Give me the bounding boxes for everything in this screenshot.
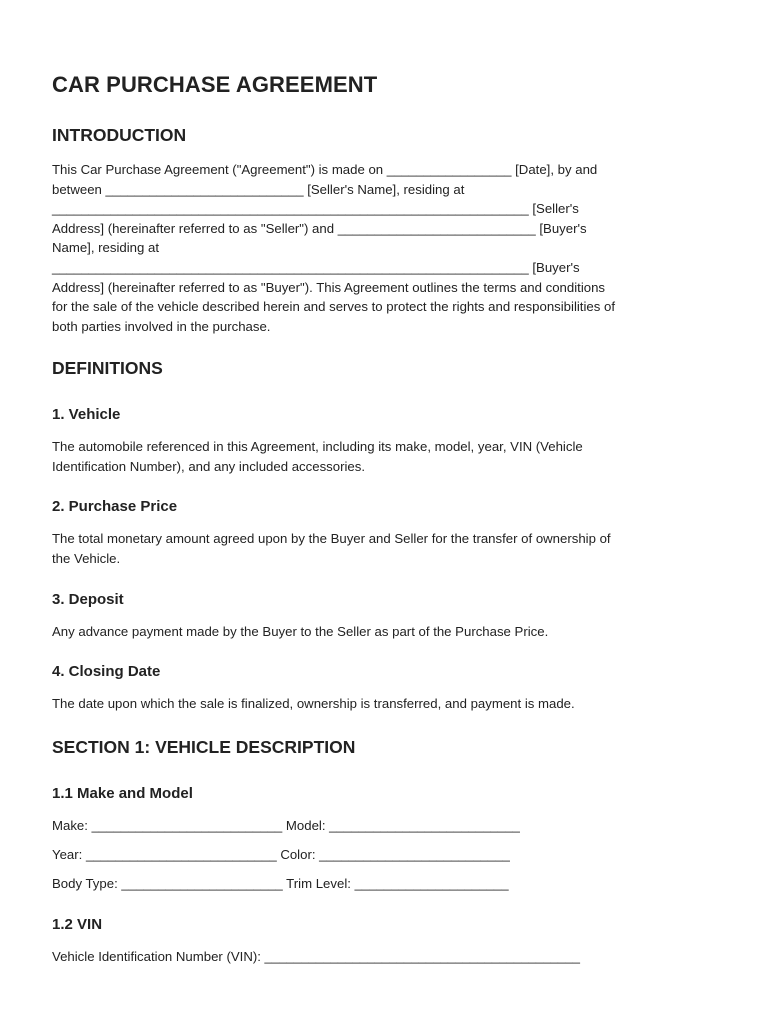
make-model-field-line: Make: __________________________ Model: __________________________ (52, 818, 520, 833)
paragraph-line: The total monetary amount agreed upon by the Buyer and Seller for the transfer of ownership of (52, 531, 611, 546)
paragraph-line: Address] (hereinafter referred to as "Buyer"). This Agreement outlines the terms and conditions (52, 279, 606, 295)
paragraph-line: _________________________________________________________________ [Buyer's (52, 259, 580, 275)
year-color-field-line: Year: __________________________ Color: __________________________ (52, 847, 510, 862)
paragraph-line: Address] (hereinafter referred to as "Seller") and ___________________________ [Buyer's (52, 220, 587, 236)
definition-title: 3. Deposit (52, 591, 124, 608)
vin-field-line: Vehicle Identification Number (VIN): ___________________________________________ (52, 949, 580, 964)
section1-heading: SECTION 1: VEHICLE DESCRIPTION (52, 737, 356, 757)
definition-title: 2. Purchase Price (52, 498, 178, 515)
paragraph-line: The date upon which the sale is finalized, ownership is transferred, and payment is made. (52, 696, 575, 711)
definition-title: 1. Vehicle (52, 406, 121, 423)
definition-title: 4. Closing Date (52, 663, 161, 680)
paragraph-line: This Car Purchase Agreement ("Agreement") is made on _________________ [Date], by and (52, 162, 598, 177)
paragraph-line: Any advance payment made by the Buyer to the Seller as part of the Purchase Price. (52, 624, 549, 639)
paragraph-line: between ___________________________ [Seller's Name], residing at (52, 181, 465, 197)
definition-text (52, 437, 724, 476)
paragraph-line: for the sale of the vehicle described herein and serves to protect the rights and responsibilities of (52, 299, 615, 315)
body-trim-field-line: Body Type: ______________________ Trim Level: _____________________ (52, 876, 509, 891)
definition-text (52, 694, 724, 714)
make-model-heading: 1.1 Make and Model (52, 785, 193, 802)
document-title: CAR PURCHASE AGREEMENT (52, 72, 378, 97)
paragraph-line: Name], residing at (52, 240, 160, 256)
paragraph-line: both parties involved in the purchase. (52, 318, 271, 334)
definition-text (52, 529, 724, 568)
introduction-heading: INTRODUCTION (52, 125, 187, 145)
introduction-paragraph (52, 160, 724, 336)
paragraph-line: The automobile referenced in this Agreement, including its make, model, year, VIN (Vehicle (52, 439, 583, 454)
paragraph-line: Identification Number), and any included accessories. (52, 458, 366, 474)
vin-heading: 1.2 VIN (52, 916, 103, 933)
definition-text (52, 622, 724, 642)
paragraph-line: _________________________________________________________________ [Seller's (52, 201, 579, 217)
paragraph-line: the Vehicle. (52, 550, 121, 566)
definitions-heading: DEFINITIONS (52, 358, 163, 378)
